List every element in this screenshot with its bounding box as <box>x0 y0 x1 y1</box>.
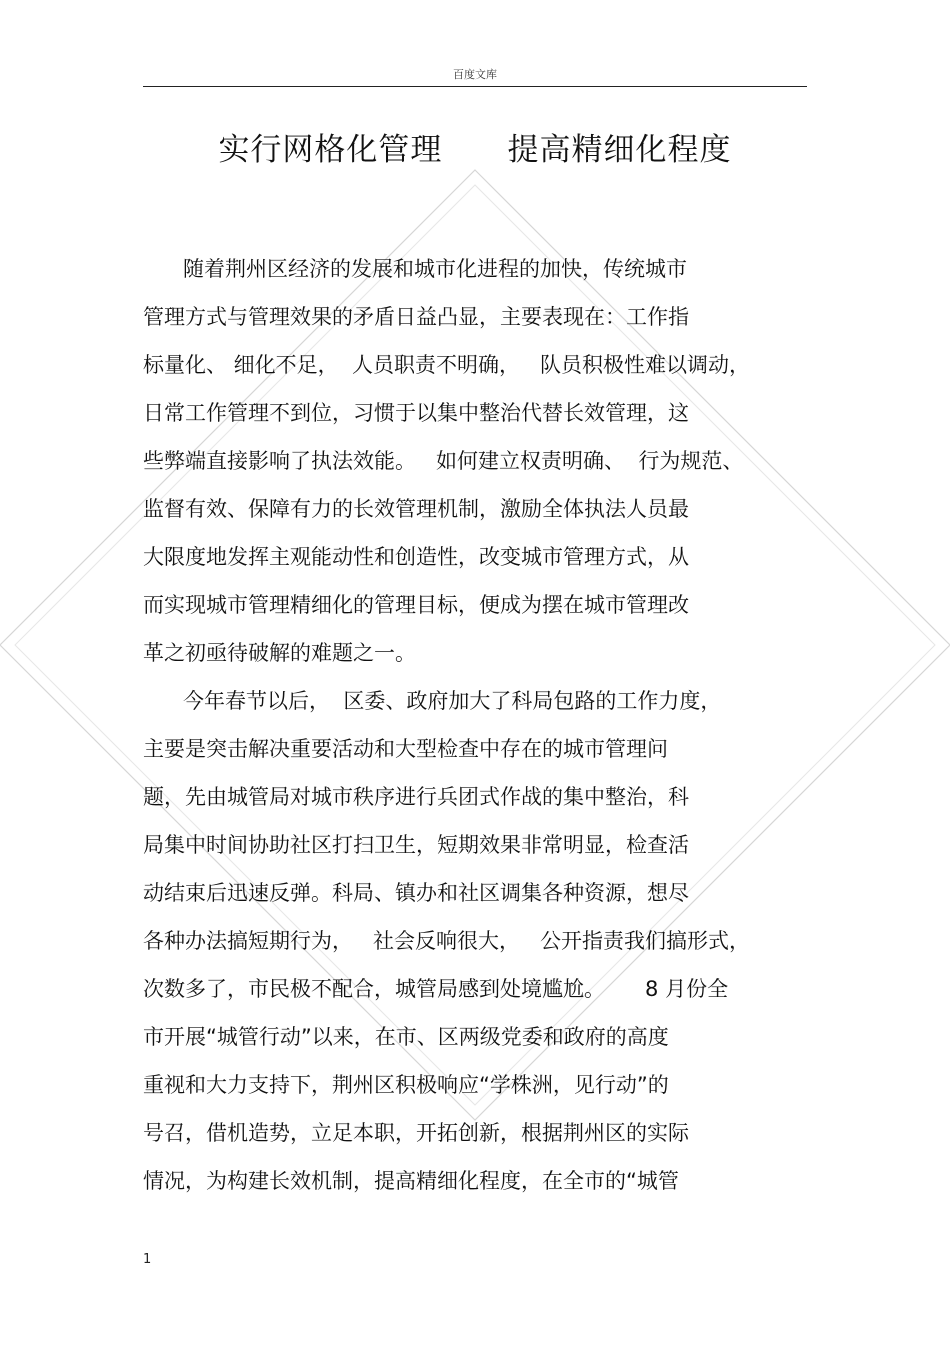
text-line: 题，先由城管局对城市秩序进行兵团式作战的集中整治，科 <box>143 785 689 809</box>
text-line: 动结束后迅速反弹。科局、镇办和社区调集各种资源，想尽 <box>143 881 689 905</box>
header-divider <box>143 86 807 87</box>
document-title: 实行网格化管理 提高精细化程度 <box>218 132 732 168</box>
text-line: 次数多了，市民极不配合，城管局感到处境尴尬。 8 月份全 <box>143 977 729 1001</box>
text-line: 大限度地发挥主观能动性和创造性，改变城市管理方式，从 <box>143 545 689 569</box>
text-line: 监督有效、保障有力的长效管理机制，激励全体执法人员最 <box>143 497 689 521</box>
text-line: 主要是突击解决重要活动和大型检查中存在的城市管理问 <box>143 737 668 761</box>
text-line: 局集中时间协助社区打扫卫生，短期效果非常明显，检查活 <box>143 833 689 857</box>
text-line: 日常工作管理不到位，习惯于以集中整治代替长效管理，这 <box>143 401 689 425</box>
text-line: 标量化、 细化不足， 人员职责不明确， 队员积极性难以调动， <box>143 353 751 377</box>
text-line: 些弊端直接影响了执法效能。 如何建立权责明确、 行为规范、 <box>143 449 744 473</box>
text-line: 随着荆州区经济的发展和城市化进程的加快，传统城市 <box>143 257 688 281</box>
text-line: 革之初亟待破解的难题之一。 <box>143 641 416 665</box>
text-line: 管理方式与管理效果的矛盾日益凸显，主要表现在：工作指 <box>143 305 689 329</box>
text-line: 号召，借机造势，立足本职，开拓创新，根据荆州区的实际 <box>143 1121 689 1145</box>
text-line: 重视和大力支持下，荆州区积极响应“学株洲，见行动”的 <box>143 1073 669 1097</box>
header-label: 百度文库 <box>453 68 497 81</box>
text-line: 今年春节以后， 区委、政府加大了科局包路的工作力度， <box>143 689 722 713</box>
page-number: 1 <box>143 1252 152 1267</box>
text-line: 情况，为构建长效机制，提高精细化程度，在全市的“城管 <box>143 1169 679 1193</box>
text-line: 市开展“城管行动”以来，在市、区两级党委和政府的高度 <box>143 1025 669 1049</box>
text-line: 而实现城市管理精细化的管理目标，便成为摆在城市管理改 <box>143 593 689 617</box>
text-line: 各种办法搞短期行为， 社会反响很大， 公开指责我们搞形式， <box>143 929 751 953</box>
